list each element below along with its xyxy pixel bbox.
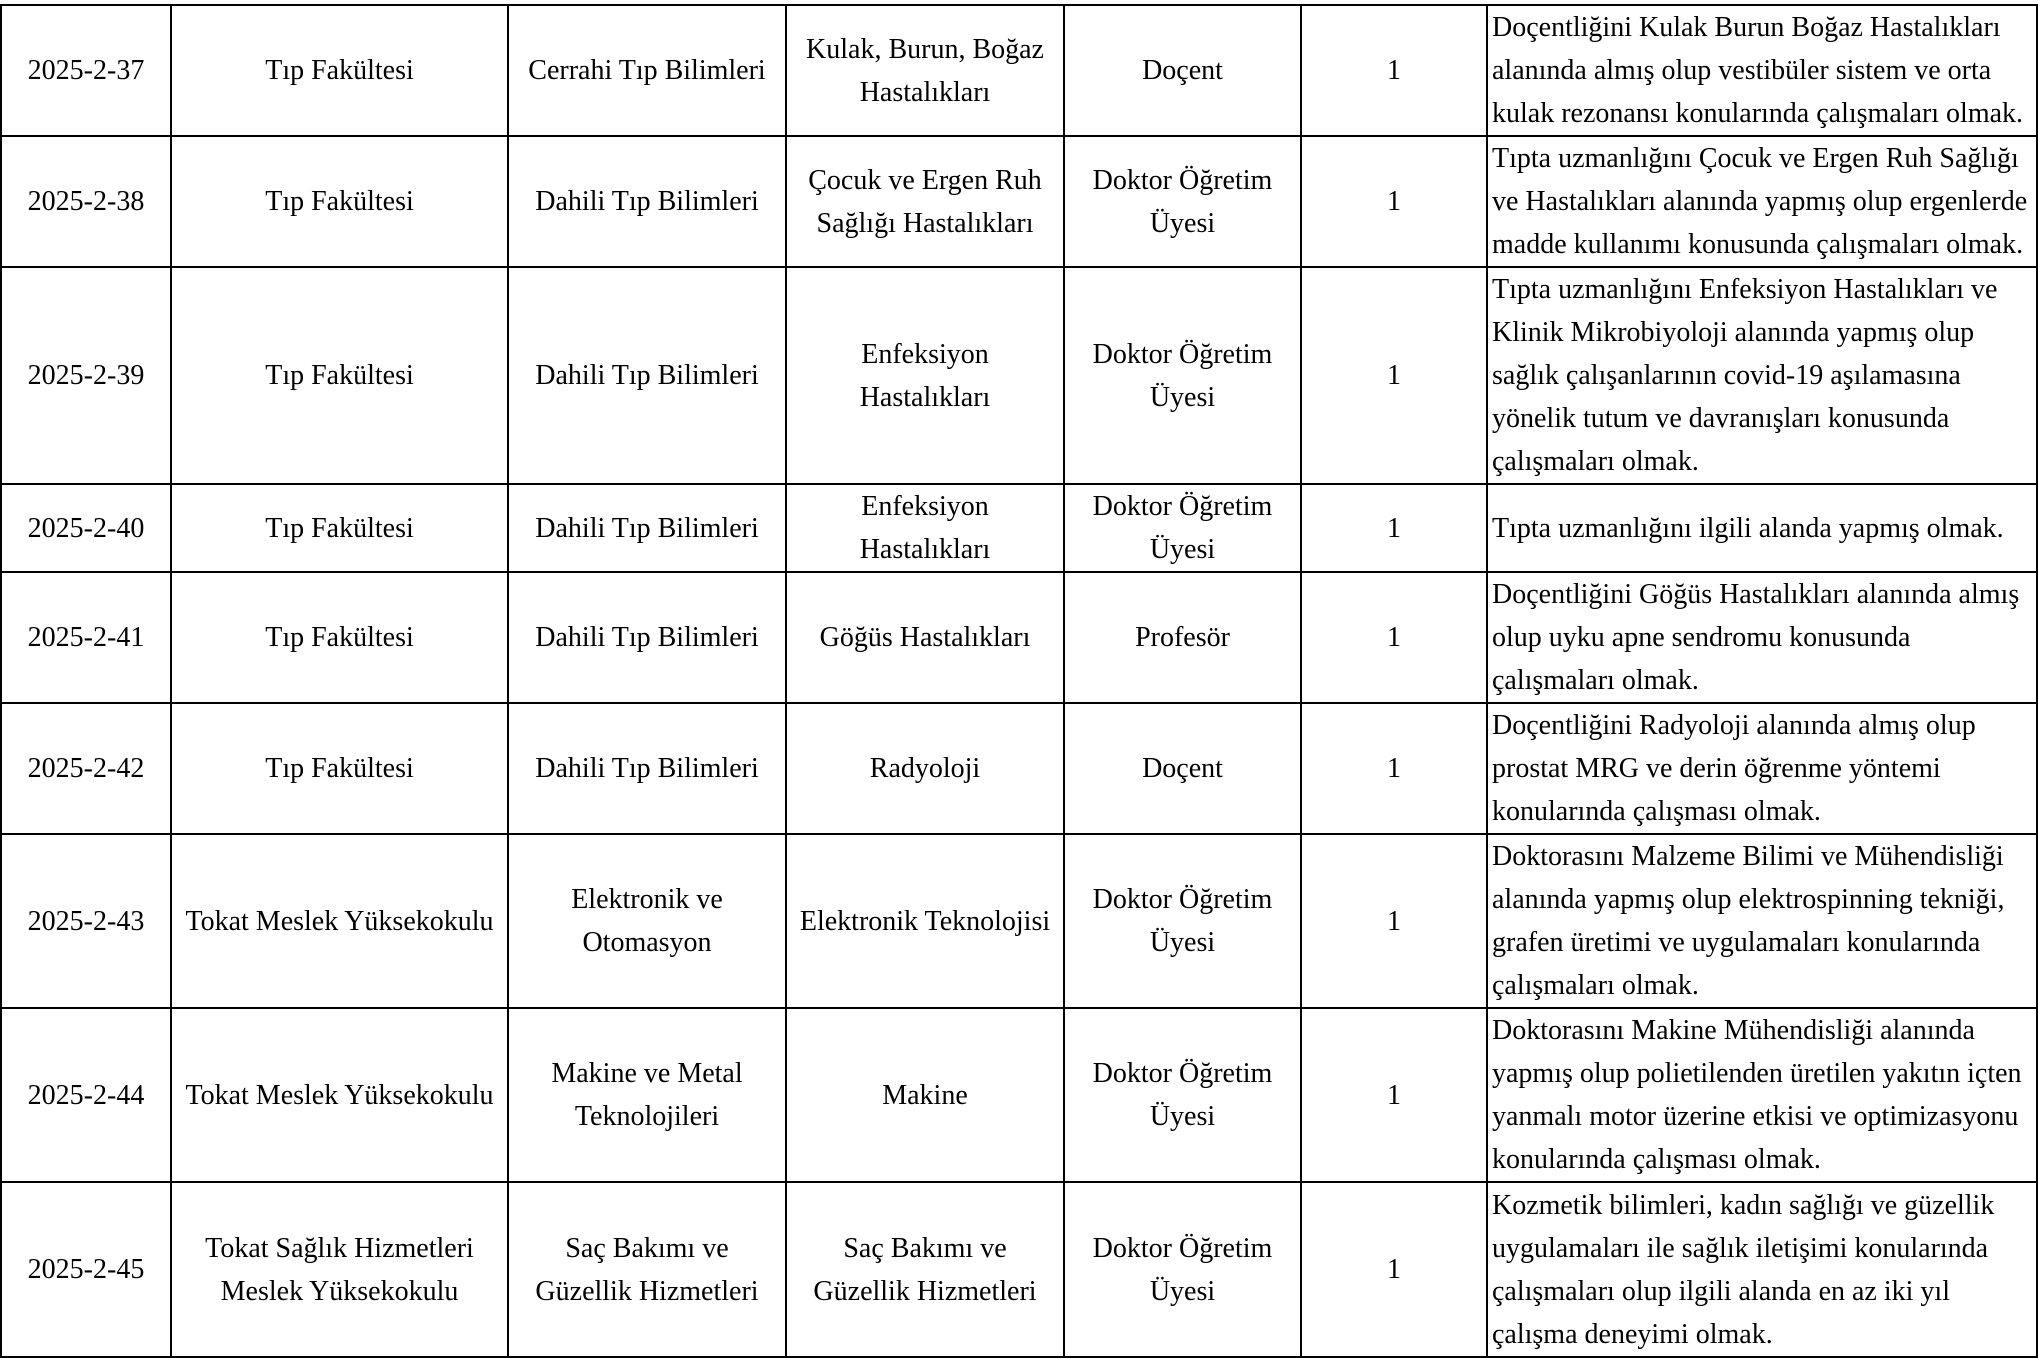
position-count: 1 [1301,484,1487,572]
position-code: 2025-2-43 [1,834,171,1008]
table-row [1,1182,2037,1357]
requirement-text: Doçentliğini Göğüs Hastalıkları alanında almış olup uyku apne sendromu konusunda çalışmaları olmak. [1487,572,2037,703]
department-name: Dahili Tıp Bilimleri [508,267,786,484]
field-name: Makine [786,1008,1064,1182]
field-name: Radyoloji [786,703,1064,834]
position-code: 2025-2-38 [1,136,171,267]
table-row [1,1008,2037,1182]
table-row [1,834,2037,1008]
department-name: Saç Bakımı ve Güzellik Hizmetleri [508,1182,786,1357]
department-name: Dahili Tıp Bilimleri [508,136,786,267]
requirement-text: Doçentliğini Kulak Burun Boğaz Hastalıkları alanında almış olup vestibüler sistem ve orta kulak rezonansı konularında çalışmaları olmak. [1487,5,2037,136]
positions-table [0,4,2038,1358]
requirement-text: Tıpta uzmanlığını Enfeksiyon Hastalıkları ve Klinik Mikrobiyoloji alanında yapmış olup sağlık çalışanlarının covid-19 aşılamasına yönelik tutum ve davranışları konusunda çalışmaları olmak. [1487,267,2037,484]
field-name: Elektronik Teknolojisi [786,834,1064,1008]
unit-name: Tıp Fakültesi [171,703,508,834]
requirement-text: Doktorasını Makine Mühendisliği alanında yapmış olup polietilenden üretilen yakıtın içten yanmalı motor üzerine etkisi ve optimizasyonu konularında çalışması olmak. [1487,1008,2037,1182]
requirement-text: Doktorasını Malzeme Bilimi ve Mühendisliği alanında yapmış olup elektrospinning tekniği, grafen üretimi ve uygulamaları konularında çalışmaları olmak. [1487,834,2037,1008]
unit-name: Tıp Fakültesi [171,267,508,484]
position-code: 2025-2-45 [1,1182,171,1357]
academic-title: Doktor Öğretim Üyesi [1064,484,1301,572]
position-count: 1 [1301,703,1487,834]
unit-name: Tokat Sağlık Hizmetleri Meslek Yüksekokulu [171,1182,508,1357]
position-code: 2025-2-39 [1,267,171,484]
academic-title: Doktor Öğretim Üyesi [1064,1182,1301,1357]
field-name: Göğüs Hastalıkları [786,572,1064,703]
department-name: Dahili Tıp Bilimleri [508,703,786,834]
unit-name: Tokat Meslek Yüksekokulu [171,834,508,1008]
academic-title: Doktor Öğretim Üyesi [1064,267,1301,484]
department-name: Elektronik ve Otomasyon [508,834,786,1008]
position-count: 1 [1301,136,1487,267]
table-row [1,572,2037,703]
position-count: 1 [1301,834,1487,1008]
table-row [1,703,2037,834]
department-name: Makine ve Metal Teknolojileri [508,1008,786,1182]
requirement-text: Doçentliğini Radyoloji alanında almış olup prostat MRG ve derin öğrenme yöntemi konularında çalışması olmak. [1487,703,2037,834]
position-code: 2025-2-37 [1,5,171,136]
unit-name: Tıp Fakültesi [171,5,508,136]
position-code: 2025-2-40 [1,484,171,572]
department-name: Dahili Tıp Bilimleri [508,484,786,572]
field-name: Çocuk ve Ergen Ruh Sağlığı Hastalıkları [786,136,1064,267]
table-row [1,267,2037,484]
table-row [1,5,2037,136]
academic-title: Doktor Öğretim Üyesi [1064,834,1301,1008]
academic-title: Doçent [1064,5,1301,136]
table-row [1,136,2037,267]
field-name: Saç Bakımı ve Güzellik Hizmetleri [786,1182,1064,1357]
field-name: Kulak, Burun, Boğaz Hastalıkları [786,5,1064,136]
field-name: Enfeksiyon Hastalıkları [786,484,1064,572]
position-code: 2025-2-44 [1,1008,171,1182]
position-count: 1 [1301,1182,1487,1357]
unit-name: Tıp Fakültesi [171,572,508,703]
requirement-text: Tıpta uzmanlığını Çocuk ve Ergen Ruh Sağlığı ve Hastalıkları alanında yapmış olup ergenlerde madde kullanımı konusunda çalışmaları olmak. [1487,136,2037,267]
position-code: 2025-2-41 [1,572,171,703]
field-name: Enfeksiyon Hastalıkları [786,267,1064,484]
academic-title: Profesör [1064,572,1301,703]
requirement-text: Tıpta uzmanlığını ilgili alanda yapmış olmak. [1487,484,2037,572]
position-code: 2025-2-42 [1,703,171,834]
requirement-text: Kozmetik bilimleri, kadın sağlığı ve güzellik uygulamaları ile sağlık iletişimi konularında çalışmaları olup ilgili alanda en az iki yıl çalışma deneyimi olmak. [1487,1182,2037,1357]
unit-name: Tıp Fakültesi [171,484,508,572]
position-count: 1 [1301,5,1487,136]
unit-name: Tıp Fakültesi [171,136,508,267]
academic-title: Doçent [1064,703,1301,834]
department-name: Cerrahi Tıp Bilimleri [508,5,786,136]
academic-title: Doktor Öğretim Üyesi [1064,136,1301,267]
position-count: 1 [1301,267,1487,484]
table-row [1,484,2037,572]
position-count: 1 [1301,572,1487,703]
position-count: 1 [1301,1008,1487,1182]
unit-name: Tokat Meslek Yüksekokulu [171,1008,508,1182]
academic-title: Doktor Öğretim Üyesi [1064,1008,1301,1182]
department-name: Dahili Tıp Bilimleri [508,572,786,703]
